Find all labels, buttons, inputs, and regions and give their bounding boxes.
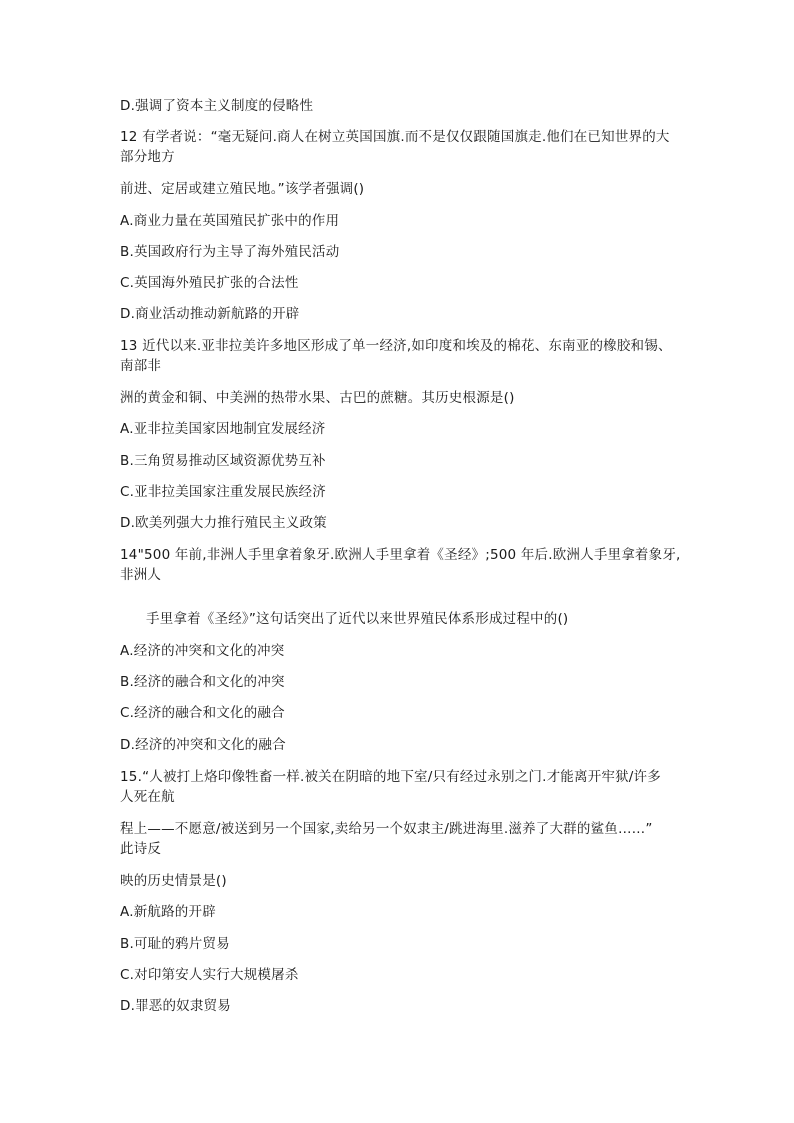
question-15-line-2: 程上——不愿意/被送到另一个国家,卖给另一个奴隶主/跳进海里.滋养了大群的鲨鱼……” (120, 821, 653, 837)
question-12-line-1: 12 有学者说：“毫无疑问.商人在树立英国国旗.而不是仅仅跟随国旗走.他们在已知世界的大 (120, 129, 670, 145)
question-13-line-2: 洲的黄金和铜、中美洲的热带水果、古巴的蔗糖。其历史根源是() (120, 390, 515, 406)
option-d-q13: D.欧美列强大力推行殖民主义政策 (120, 515, 327, 531)
option-d-q14: D.经济的冲突和文化的融合 (120, 737, 286, 753)
question-15-line-1-wrap: 人死在航 (120, 789, 175, 805)
option-d-q11: D.强调了资本主义制度的侵略性 (120, 98, 314, 114)
option-a-q15: A.新航路的开辟 (120, 904, 216, 920)
option-d-q12: D.商业活动推动新航路的开辟 (120, 306, 300, 322)
question-15-line-1: 15.“人被打上烙印像牲畜一样.被关在阴暗的地下室/只有经过永别之门.才能离开牢狱/许多 (120, 769, 661, 785)
question-13-line-1-wrap: 南部非 (120, 358, 162, 374)
option-c-q14: C.经济的融合和文化的融合 (120, 705, 285, 721)
option-a-q13: A.亚非拉美国家因地制宜发展经济 (120, 421, 326, 437)
option-b-q15: B.可耻的鸦片贸易 (120, 936, 230, 952)
question-14-line-1-wrap: 非洲人 (120, 567, 162, 583)
option-d-q15: D.罪恶的奴隶贸易 (120, 998, 231, 1014)
question-14-line-2: 手里拿着《圣经》”这句话突出了近代以来世界殖民体系形成过程中的() (146, 611, 569, 627)
question-14-line-1: 14"500 年前,非洲人手里拿着象牙.欧洲人手里拿着《圣经》;500 年后.欧洲人手里拿着象牙, (120, 547, 681, 563)
option-c-q15: C.对印第安人实行大规模屠杀 (120, 967, 299, 983)
question-15-line-2-wrap: 此诗反 (120, 841, 162, 857)
question-13-line-1: 13 近代以来.亚非拉美许多地区形成了单一经济,如印度和埃及的棉花、东南亚的橡胶和锡、 (120, 338, 672, 354)
option-b-q12: B.英国政府行为主导了海外殖民活动 (120, 244, 340, 260)
question-12-line-1-wrap: 部分地方 (120, 149, 175, 165)
option-a-q12: A.商业力量在英国殖民扩张中的作用 (120, 213, 340, 229)
question-15-line-3: 映的历史情景是() (120, 873, 227, 889)
option-c-q13: C.亚非拉美国家注重发展民族经济 (120, 484, 326, 500)
option-c-q12: C.英国海外殖民扩张的合法性 (120, 275, 299, 291)
question-12-line-2: 前进、定居或建立殖民地。”该学者强调() (120, 181, 365, 197)
option-a-q14: A.经济的冲突和文化的冲突 (120, 643, 285, 659)
option-b-q13: B.三角贸易推动区域资源优势互补 (120, 453, 326, 469)
option-b-q14: B.经济的融合和文化的冲突 (120, 674, 285, 690)
